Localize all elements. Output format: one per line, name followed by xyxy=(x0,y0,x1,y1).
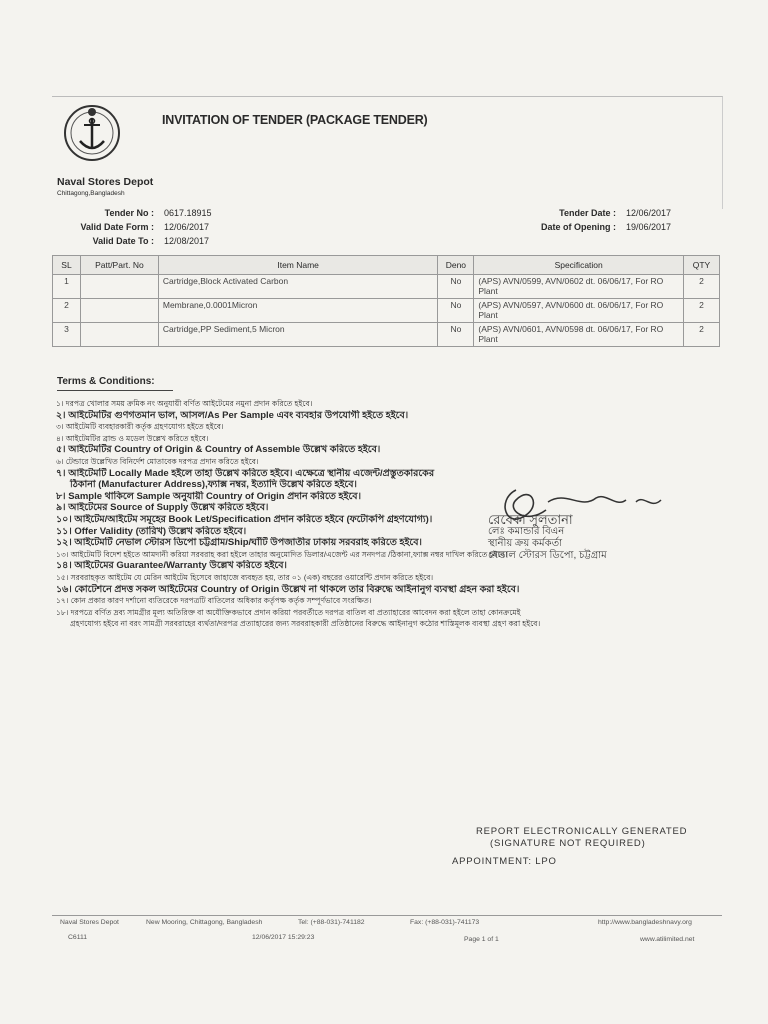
valid-to-label: Valid Date To : xyxy=(92,236,154,246)
footer-web: http://www.bangladeshnavy.org xyxy=(598,919,692,926)
col-header-sl: SL xyxy=(53,256,81,275)
list-item: ২। আইটেমটির গুণগতমান ভাল, আসল/As Per Sample এবং ব্যবহার উপযোগী হইতে হইবে। xyxy=(56,409,409,421)
valid-from-label: Valid Date Form : xyxy=(80,222,154,232)
col-header-part-no: Patt/Part. No xyxy=(80,256,158,275)
cell-part-no xyxy=(80,275,158,299)
list-item: ১২। আইটেমটি নেভাল স্টোরস ডিপো চট্টগ্রাম/Ship/ঘাঁটি উপজাতীর ঢাকায় সরবরাহ করিতে হইবে। xyxy=(56,537,422,549)
table-row xyxy=(53,299,720,323)
cell-qty: 2 xyxy=(683,299,719,323)
seal-office: নেভাল স্টোরস ডিপো, চট্টগ্রাম xyxy=(488,550,607,561)
org-name: Naval Stores Depot xyxy=(57,176,154,188)
footer-fax: Fax: (+88-031)-741173 xyxy=(410,919,480,926)
tender-date-row xyxy=(500,208,671,218)
cell-item-name: Membrane,0.0001Micron xyxy=(158,299,438,323)
table-row xyxy=(53,275,720,299)
valid-from-row xyxy=(52,222,209,232)
list-item: ৫। আইটেমটির Country of Origin & Country of Assemble উল্লেখ করিতে হইবে। xyxy=(56,444,381,456)
items-table xyxy=(52,255,720,347)
list-item: ৮। Sample থাকিলে Sample অনুযায়ী Country of Origin প্রদান করিতে হইবে। xyxy=(56,490,361,502)
tender-date-label: Tender Date : xyxy=(559,208,616,218)
tender-no-row xyxy=(52,208,212,218)
valid-to-row xyxy=(52,236,209,246)
list-item: ঠিকানা (Manufacturer Address),ফ্যাক্স নম্বর, ইত্যাদি উল্লেখ করিতে হইবে। xyxy=(70,479,357,491)
col-header-item-name: Item Name xyxy=(158,256,438,275)
footer-vendor: www.atilimited.net xyxy=(640,936,695,943)
cell-item-name: Cartridge,PP Sediment,5 Micron xyxy=(158,323,438,347)
footer-page: Page 1 of 1 xyxy=(464,936,499,943)
cell-qty: 2 xyxy=(683,275,719,299)
list-item: ৪। আইটেমটির ব্রান্ড ও মডেল উল্লেখ করিতে হইবে। xyxy=(56,433,209,443)
list-item: ১১। Offer Validity (তারিখ) উল্লেখ করিতে হইবে। xyxy=(56,525,247,537)
tender-date-value: 12/06/2017 xyxy=(626,208,672,218)
col-header-specification: Specification xyxy=(474,256,684,275)
report-line1: REPORT ELECTRONICALLY GENERATED xyxy=(476,826,688,837)
terms-title: Terms & Conditions: xyxy=(57,376,155,387)
terms-underline xyxy=(57,390,173,391)
list-item: ১৬। কোটেশনে প্রদত্ত সকল আইটেমের Country of Origin উল্লেখ না থাকলে তার বিরুদ্ধে আইনানুগ ব্যবস্থা গ্রহন করা হইবে। xyxy=(56,583,520,595)
col-header-qty: QTY xyxy=(683,256,719,275)
org-address: Chittagong,Bangladesh xyxy=(57,190,125,197)
list-item: ১৩। আইটেমটি বিদেশ হইতে আমদানী করিয়া সরবরাহ করা হইলে তাহার অনুমোদিত ডিলার/এজেন্ট এর সনদপত্র /ঠিকানা,ফ্যাক্স নম্বর দাখিল করিতে হইবে। xyxy=(56,549,508,559)
cell-specification: (APS) AVN/0599, AVN/0602 dt. 06/06/17, For RO Plant xyxy=(474,275,684,299)
footer-divider xyxy=(52,915,722,916)
footer-timestamp: 12/06/2017 15:29:23 xyxy=(252,934,315,941)
official-seal xyxy=(488,514,607,562)
cell-part-no xyxy=(80,323,158,347)
valid-to-value: 12/08/2017 xyxy=(164,236,210,246)
list-item: ১। দরপত্র খোলার সময় ক্রমিক নং অনুযায়ী বর্ণিত আইটেমের নমুনা প্রদান করিতে হইবে। xyxy=(56,399,313,408)
cell-specification: (APS) AVN/0601, AVN/0598 dt. 06/06/17, For RO Plant xyxy=(474,323,684,347)
report-line2: (SIGNATURE NOT REQUIRED) xyxy=(490,838,646,849)
cell-deno: No xyxy=(438,275,474,299)
list-item: ১৮। দরপত্রে বর্ণিত দ্রব্য সামগ্রীর মূল্য অতিরিক্ত বা অযৌক্তিকভাবে প্রদান করিয়া পরবর্তীতে দরপত্র বাতিল বা প্রত্যাহারের আবেদন করা হইলে তাহা কোনক্রমেই xyxy=(56,607,521,617)
table-header-row xyxy=(53,256,720,275)
list-item: ১৭। কোন প্রকার কারণ দর্শানো ব্যতিরেকে দরপত্রটি বাতিলের অধিকার কর্তৃপক্ষ কর্তৃক সম্পূর্ণভাবে সংরক্ষিত। xyxy=(56,596,372,606)
seal-designation: স্থানীয় ক্রয় কর্মকর্তা xyxy=(488,538,562,549)
list-item: গ্রহণযোগ্য হইবে না বরং সামগ্রী সরবরাহের ব্যর্থতা/দরপত্র প্রত্যাহারের জন্য সরবরাহকারী প্রতিষ্ঠানের বিরুদ্ধে আইনানুগ কঠোর শাস্তিমূলক ব্যবস্থা গ্রহণ করা হইবে। xyxy=(70,619,541,629)
navy-emblem-icon xyxy=(62,103,122,163)
opening-date-label: Date of Opening : xyxy=(541,222,616,232)
seal-name: রেবেকা সুলতানা xyxy=(488,512,573,527)
col-header-deno: Deno xyxy=(438,256,474,275)
list-item: ৩। আইটেমটি ব্যবহারকারী কর্তৃক গ্রহণযোগ্য হইতে হইবে। xyxy=(56,422,224,432)
opening-date-row xyxy=(500,222,671,232)
table-row xyxy=(53,323,720,347)
cell-part-no xyxy=(80,299,158,323)
tender-no-value: 0617.18915 xyxy=(164,208,212,218)
list-item: ৭। আইটেমটি Locally Made হইলে তাহা উল্লেখ করিতে হইবে। এক্ষেত্রে স্থানীয় এজেন্ট/প্রস্তুতকারকের xyxy=(56,467,435,479)
cell-specification: (APS) AVN/0597, AVN/0600 dt. 06/06/17, For RO Plant xyxy=(474,299,684,323)
opening-date-value: 19/06/2017 xyxy=(626,222,672,232)
report-note xyxy=(476,826,687,850)
footer-address: New Mooring, Chittagong, Bangladesh xyxy=(146,919,263,926)
cell-item-name: Cartridge,Block Activated Carbon xyxy=(158,275,438,299)
cell-sl: 1 xyxy=(53,275,81,299)
appointment: APPOINTMENT: LPO xyxy=(452,856,557,867)
footer-org: Naval Stores Depot xyxy=(60,919,119,926)
tender-no-label: Tender No : xyxy=(104,208,154,218)
page-title: INVITATION OF TENDER (PACKAGE TENDER) xyxy=(162,113,428,127)
cell-sl: 2 xyxy=(53,299,81,323)
list-item: ১০। আইটেম/আইটেম সমূহের Book Let/Specification প্রদান করিতে হইবে (ফটোকপি গ্রহণযোগ্য)। xyxy=(56,513,433,525)
cell-sl: 3 xyxy=(53,323,81,347)
footer-code: C6111 xyxy=(68,934,88,941)
seal-rank: লেঃ কমান্ডার বিএন xyxy=(488,526,565,537)
list-item: ১৪। আইটেমের Guarantee/Warranty উল্লেখ করিতে হইবে। xyxy=(56,560,287,572)
valid-from-value: 12/06/2017 xyxy=(164,222,210,232)
list-item: ৬। টেন্ডারে উল্লেখিত বিনির্দেশ মোতাবেক দরপত্র প্রদান করিতে হইবে। xyxy=(56,456,259,466)
cell-qty: 2 xyxy=(683,323,719,347)
list-item: ১৫। সরবরাহকৃত আইটেম যে মেরিন আইটেম হিসেবে জাহাজে ব্যবহৃত হয়, তার ০১ (এক) বছরের ওয়ারেন্টি প্রদান করিতে হইবে। xyxy=(56,572,434,582)
footer-tel: Tel: (+88-031)-741182 xyxy=(298,919,365,926)
cell-deno: No xyxy=(438,323,474,347)
cell-deno: No xyxy=(438,299,474,323)
list-item: ৯। আইটেমের Source of Supply উল্লেখ করিতে হইবে। xyxy=(56,502,269,514)
